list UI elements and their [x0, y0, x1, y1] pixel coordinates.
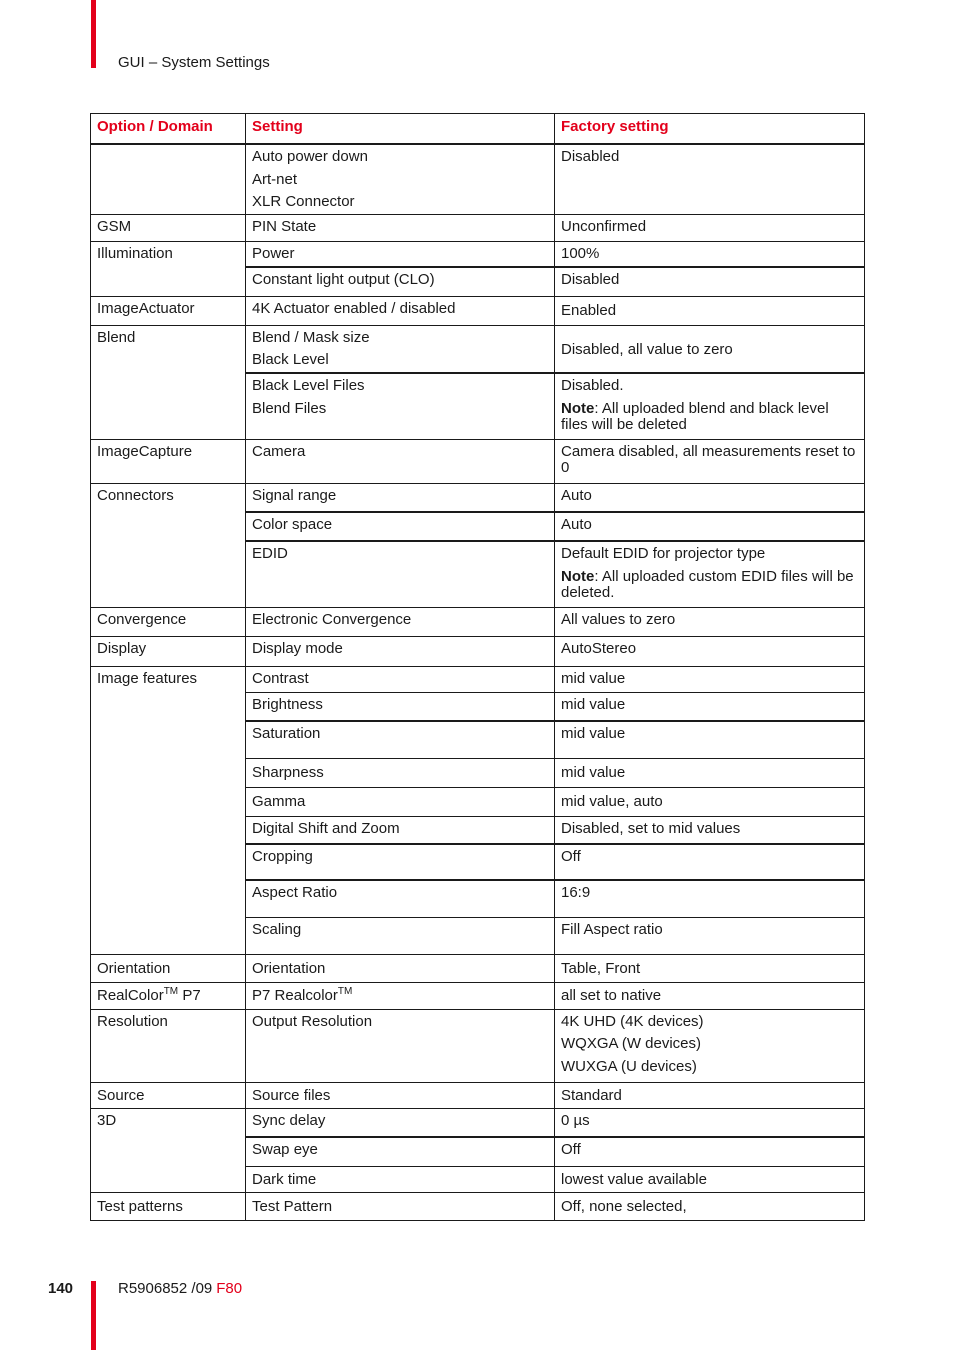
factory-cell: Disabled, all value to zero [555, 325, 865, 373]
factory-cell: Table, Front [555, 954, 865, 982]
setting-cell: Gamma [246, 787, 555, 816]
option-cell: Source [91, 1082, 246, 1108]
top-accent-bar [91, 0, 96, 68]
setting-cell: Swap eye [246, 1137, 555, 1166]
table-row [91, 144, 865, 214]
note-label: Note [561, 567, 595, 585]
factory-cell: 0 µs [555, 1108, 865, 1137]
setting-cell: Orientation [246, 954, 555, 982]
setting-line: XLR Connector [252, 193, 355, 210]
setting-cell: Source files [246, 1082, 555, 1108]
page-number: 140 [48, 1280, 74, 1297]
option-text: RealColor [97, 987, 164, 1005]
factory-cell: Unconfirmed [555, 214, 865, 241]
table-row [91, 296, 865, 325]
table-row [91, 607, 865, 636]
setting-cell: Contrast [246, 666, 555, 692]
factory-cell [555, 1009, 865, 1082]
option-cell: Orientation [91, 954, 246, 982]
factory-cell: Off [555, 1137, 865, 1166]
option-cell: ImageActuator [91, 296, 246, 325]
setting-line: Black Level [252, 351, 329, 368]
setting-cell: Test Pattern [246, 1192, 555, 1220]
table-row [91, 1192, 865, 1220]
option-cell: Resolution [91, 1009, 246, 1082]
option-cell [91, 982, 246, 1009]
table-row [91, 982, 865, 1009]
factory-cell: AutoStereo [555, 636, 865, 666]
factory-cell: mid value [555, 666, 865, 692]
factory-cell: All values to zero [555, 607, 865, 636]
setting-line: Blend / Mask size [252, 328, 370, 346]
setting-cell: Scaling [246, 917, 555, 954]
factory-cell: mid value [555, 758, 865, 787]
factory-cell: Disabled [555, 144, 865, 214]
setting-cell: 4K Actuator enabled / disabled [246, 296, 555, 325]
setting-cell: Constant light output (CLO) [246, 267, 555, 296]
factory-cell [555, 541, 865, 607]
factory-cell: Fill Aspect ratio [555, 917, 865, 954]
setting-cell: Brightness [246, 692, 555, 721]
note-label: Note [561, 399, 595, 417]
factory-cell: 100% [555, 241, 865, 267]
factory-line: WQXGA (W devices) [561, 1035, 702, 1052]
setting-cell: Saturation [246, 721, 555, 758]
table-row [91, 325, 865, 373]
bottom-accent-bar [91, 1281, 96, 1350]
factory-cell: mid value [555, 721, 865, 758]
table-row [91, 954, 865, 982]
column-header-factory: Factory setting [555, 114, 865, 145]
factory-cell: Enabled [555, 296, 865, 325]
setting-line: Black Level Files [252, 377, 365, 394]
option-cell: Display [91, 636, 246, 666]
factory-line: WUXGA (U devices) [561, 1057, 697, 1075]
note-line [561, 401, 858, 434]
setting-cell: Sharpness [246, 758, 555, 787]
factory-cell: Standard [555, 1082, 865, 1108]
factory-cell: mid value, auto [555, 787, 865, 816]
option-cell: Convergence [91, 607, 246, 636]
option-cell: Image features [91, 666, 246, 954]
column-header-setting: Setting [246, 114, 555, 145]
option-cell: ImageCapture [91, 439, 246, 483]
factory-cell: Off [555, 844, 865, 880]
setting-line: Auto power down [252, 148, 368, 165]
setting-cell: Output Resolution [246, 1009, 555, 1082]
option-cell: Blend [91, 325, 246, 439]
option-text: P7 [178, 987, 201, 1005]
setting-cell: Signal range [246, 483, 555, 512]
factory-cell: Disabled [555, 267, 865, 296]
option-cell: Illumination [91, 241, 246, 296]
setting-cell [246, 144, 555, 214]
table-row [91, 214, 865, 241]
trademark-mark: TM [337, 986, 353, 998]
table-row [91, 241, 865, 267]
setting-cell: Digital Shift and Zoom [246, 816, 555, 844]
column-header-option: Option / Domain [91, 114, 246, 145]
factory-cell [555, 373, 865, 439]
page-header-title: GUI – System Settings [118, 54, 270, 71]
factory-cell: 16:9 [555, 880, 865, 917]
table-row [91, 666, 865, 692]
setting-cell: Aspect Ratio [246, 880, 555, 917]
doc-ref-code: R5906852 /09 [118, 1280, 213, 1297]
option-cell: GSM [91, 214, 246, 241]
note-text: : All uploaded blend and black level files will be deleted [561, 399, 829, 433]
setting-cell: Camera [246, 439, 555, 483]
table-row [91, 439, 865, 483]
factory-cell: Camera disabled, all measurements reset to 0 [555, 439, 865, 483]
table-row [91, 1009, 865, 1082]
setting-line: Blend Files [252, 399, 327, 417]
setting-cell: Dark time [246, 1166, 555, 1192]
note-line [561, 569, 858, 602]
factory-cell: all set to native [555, 982, 865, 1009]
factory-line: 4K UHD (4K devices) [561, 1012, 704, 1030]
setting-cell: Sync delay [246, 1108, 555, 1137]
factory-cell: Auto [555, 483, 865, 512]
model-name: F80 [216, 1280, 243, 1297]
setting-cell: EDID [246, 541, 555, 607]
setting-cell [246, 373, 555, 439]
setting-cell: Cropping [246, 844, 555, 880]
factory-cell: Disabled, set to mid values [555, 816, 865, 844]
table-header-row [91, 114, 865, 145]
option-cell [91, 144, 246, 214]
factory-line: Default EDID for projector type [561, 545, 766, 562]
setting-cell [246, 325, 555, 373]
setting-cell: Display mode [246, 636, 555, 666]
table-row [91, 636, 865, 666]
option-cell: Connectors [91, 483, 246, 607]
table-row [91, 483, 865, 512]
option-cell: Test patterns [91, 1192, 246, 1220]
note-text: : All uploaded custom EDID files will be deleted. [561, 567, 854, 601]
setting-cell: Color space [246, 512, 555, 541]
setting-text: P7 Realcolor [252, 987, 338, 1005]
table-row [91, 1082, 865, 1108]
setting-cell: Power [246, 241, 555, 267]
factory-cell: Auto [555, 512, 865, 541]
factory-settings-table [90, 113, 865, 1221]
factory-cell: Off, none selected, [555, 1192, 865, 1220]
setting-line: Art-net [252, 170, 298, 188]
option-cell: 3D [91, 1108, 246, 1192]
document-reference [118, 1280, 242, 1297]
table-row [91, 1108, 865, 1137]
setting-cell: PIN State [246, 214, 555, 241]
setting-cell: Electronic Convergence [246, 607, 555, 636]
setting-cell [246, 982, 555, 1009]
factory-line: Disabled. [561, 377, 624, 394]
factory-cell: lowest value available [555, 1166, 865, 1192]
factory-cell: mid value [555, 692, 865, 721]
trademark-mark: TM [163, 986, 179, 998]
